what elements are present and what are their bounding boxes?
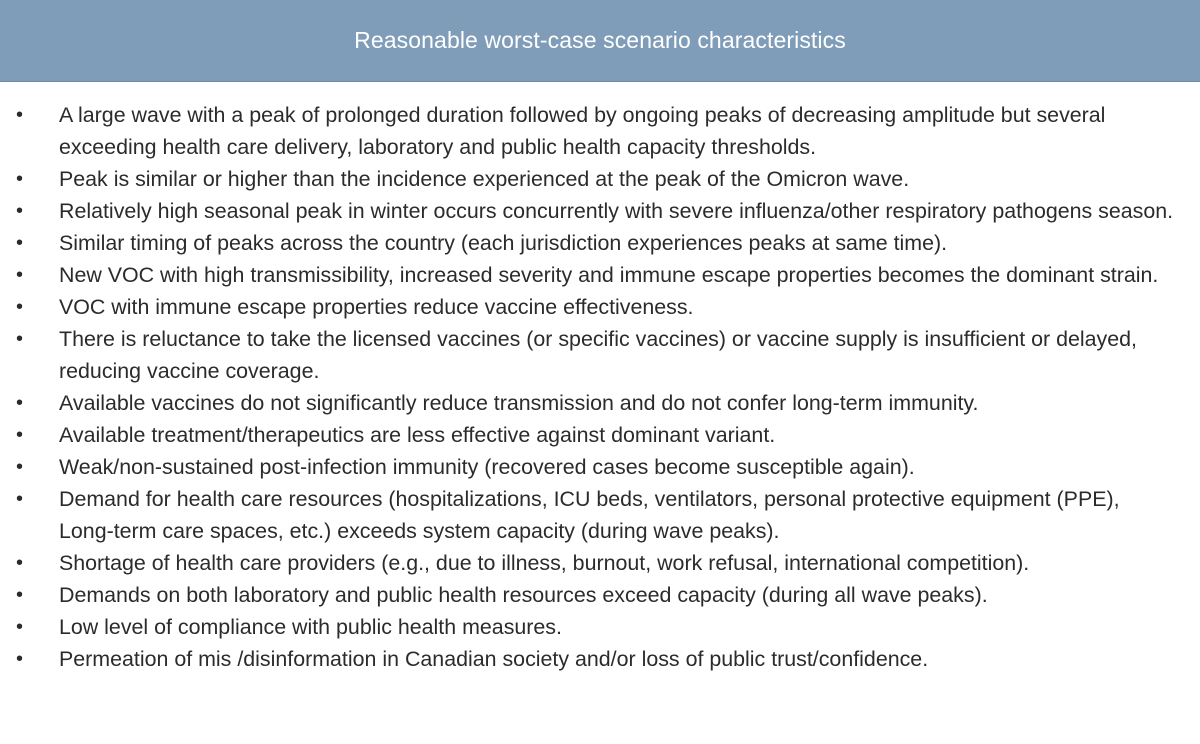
list-item-text: Low level of compliance with public health measures. xyxy=(59,615,562,639)
list-item xyxy=(0,579,1200,611)
list-item xyxy=(0,259,1200,291)
bullet-icon: • xyxy=(16,296,24,318)
list-item xyxy=(0,99,1200,163)
bullet-icon: • xyxy=(16,488,24,510)
bullet-icon: • xyxy=(16,456,24,478)
bullet-icon: • xyxy=(16,328,24,350)
list-item-text: Demand for health care resources (hospitalizations, ICU beds, ventilators, personal protective equipment (PPE), Long-term care spaces, etc.) exceeds system capacity (during wave peaks). xyxy=(59,487,1120,543)
list-item xyxy=(0,163,1200,195)
bullet-icon: • xyxy=(16,648,24,670)
list-item-text: Available treatment/therapeutics are less effective against dominant variant. xyxy=(59,423,776,447)
list-item xyxy=(0,387,1200,419)
list-item-text: Permeation of mis /disinformation in Canadian society and/or loss of public trust/confidence. xyxy=(59,647,929,671)
list-item xyxy=(0,323,1200,387)
bullet-icon: • xyxy=(16,104,24,126)
list-item-text: Available vaccines do not significantly reduce transmission and do not confer long-term immunity. xyxy=(59,391,979,415)
list-item-text: Similar timing of peaks across the country (each jurisdiction experiences peaks at same time). xyxy=(59,231,948,255)
bullet-icon: • xyxy=(16,552,24,574)
list-item xyxy=(0,611,1200,643)
list-item-text: VOC with immune escape properties reduce vaccine effectiveness. xyxy=(59,295,694,319)
header-title: Reasonable worst-case scenario characteristics xyxy=(354,27,846,53)
bullet-icon: • xyxy=(16,424,24,446)
list-item-text: Weak/non-sustained post-infection immunity (recovered cases become susceptible again). xyxy=(59,455,915,479)
bullet-icon: • xyxy=(16,584,24,606)
list-item xyxy=(0,451,1200,483)
bullet-icon: • xyxy=(16,200,24,222)
list-item-text: A large wave with a peak of prolonged duration followed by ongoing peaks of decreasing amplitude but several exceeding health care delivery, laboratory and public health capacity thresholds. xyxy=(59,103,1106,159)
bullet-icon: • xyxy=(16,264,24,286)
list-item xyxy=(0,291,1200,323)
list-item-text: There is reluctance to take the licensed vaccines (or specific vaccines) or vaccine supply is insufficient or delayed, reducing vaccine coverage. xyxy=(59,327,1137,383)
list-item xyxy=(0,227,1200,259)
list-item xyxy=(0,419,1200,451)
list-item-text: New VOC with high transmissibility, increased severity and immune escape properties becomes the dominant strain. xyxy=(59,263,1159,287)
list-item-text: Demands on both laboratory and public health resources exceed capacity (during all wave peaks). xyxy=(59,583,988,607)
characteristics-list xyxy=(0,99,1200,675)
table-header xyxy=(0,0,1200,82)
list-item-text: Relatively high seasonal peak in winter occurs concurrently with severe influenza/other respiratory pathogens season. xyxy=(59,199,1174,223)
list-item xyxy=(0,195,1200,227)
bullet-icon: • xyxy=(16,616,24,638)
list-item-text: Peak is similar or higher than the incidence experienced at the peak of the Omicron wave. xyxy=(59,167,910,191)
bullet-icon: • xyxy=(16,232,24,254)
list-item xyxy=(0,483,1200,547)
bullet-icon: • xyxy=(16,392,24,414)
list-item xyxy=(0,643,1200,675)
bullet-icon: • xyxy=(16,168,24,190)
list-item-text: Shortage of health care providers (e.g., due to illness, burnout, work refusal, international competition). xyxy=(59,551,1030,575)
list-item xyxy=(0,547,1200,579)
